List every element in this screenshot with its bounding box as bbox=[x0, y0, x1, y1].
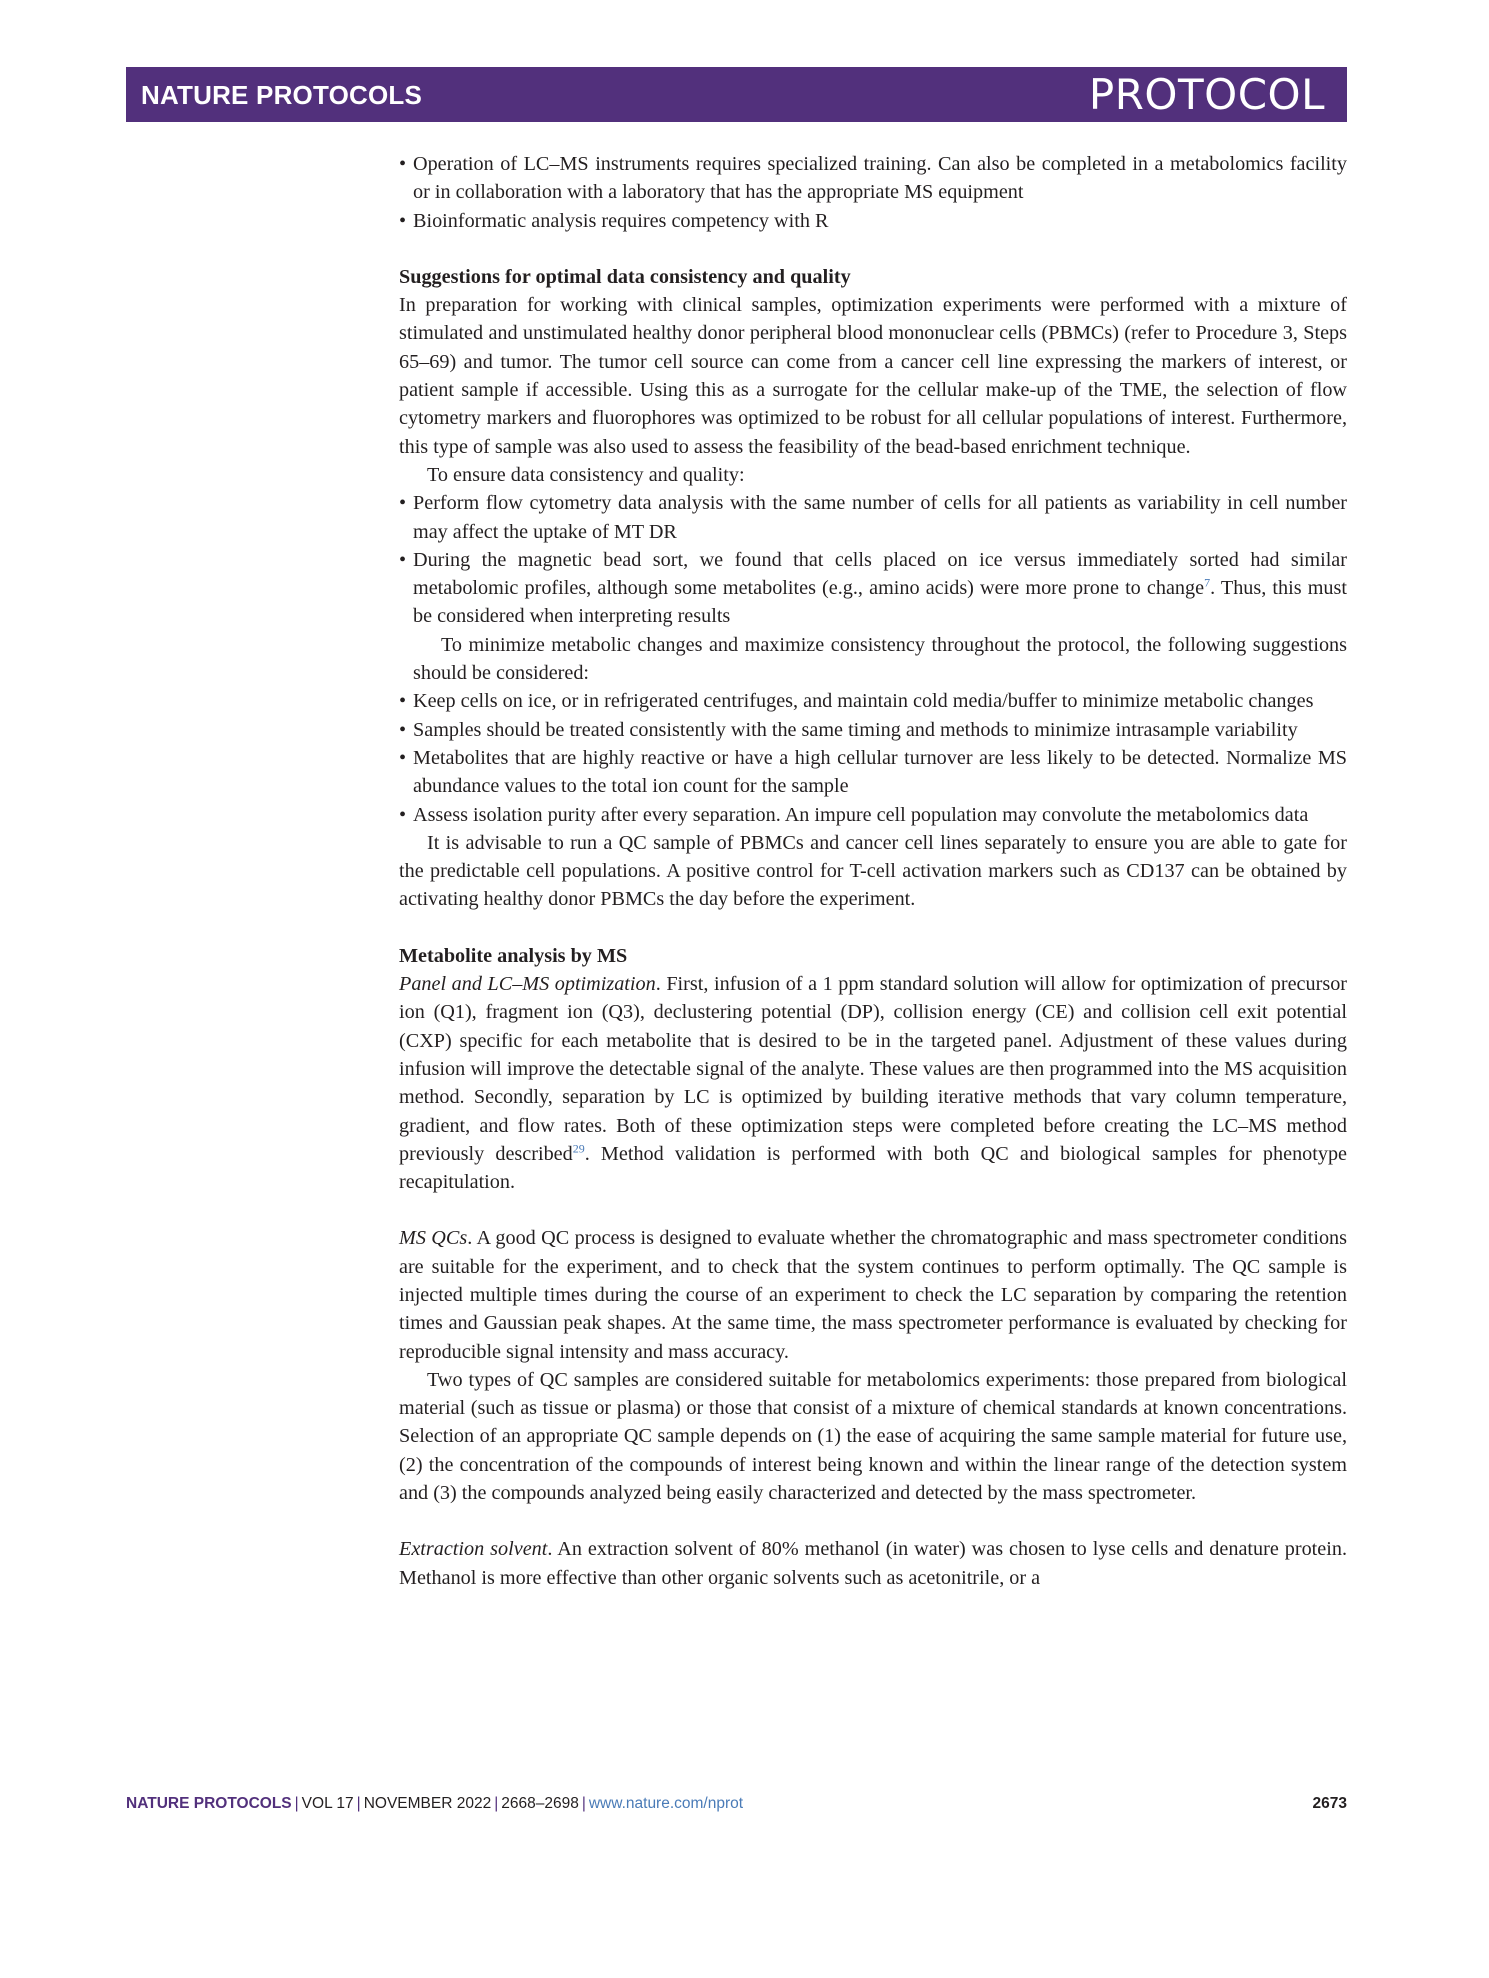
paragraph: Panel and LC–MS optimization. First, infusion of a 1 ppm standard solution will allow for optimization of precursor ion (Q1), fragment ion (Q3), declustering potential (DP), collision energy (CE) and collision cell exit potential (CXP) specific for each metabolite that is desired to be in the targeted panel. Adjustment of these values during infusion will improve the detectable signal of the analyte. These values are then programmed into the MS acquisition method. Secondly, separation by LC is optimized by building iterative methods that vary column temperature, gradient, and flow rates. Both of these optimization steps were completed before creating the LC–MS method previously described$^{29}$. Method validation is performed with both QC and biological samples for phenotype recapitulation. bbox=[399, 973, 1348, 1194]
footer-volume: VOL 17 bbox=[301, 1795, 354, 1812]
footer-pages: 2668–2698 bbox=[501, 1795, 579, 1812]
paragraph: MS QCs. A good QC process is designed to evaluate whether the chromatographic and mass spectrometer conditions are suitable for the experiment, and to check that the system continues to perform optimally. The QC sample is injected multiple times during the course of an experiment to check the LC separation by comparing the retention times and Gaussian peak shapes. At the same time, the mass spectrometer performance is evaluated by checking for reproducible signal intensity and mass accuracy. bbox=[399, 1227, 1348, 1363]
bullet-icon: • bbox=[399, 746, 407, 769]
paragraph: To minimize metabolic changes and maximize consistency throughout the protocol, the following suggestions should be considered: bbox=[413, 633, 1347, 685]
article-type: PROTOCOL bbox=[1088, 70, 1325, 119]
list-item: • Perform flow cytometry data analysis with the same number of cells for all patients as variability in cell number may affect the uptake of MT DR bbox=[399, 489, 1347, 546]
list-item: • Metabolites that are highly reactive or have a high cellular turnover are less likely to be detected. Normalize MS abundance values to the total ion count for the sample bbox=[399, 744, 1347, 801]
run-in-heading: Extraction solvent bbox=[399, 1538, 548, 1561]
list-item: • Keep cells on ice, or in refrigerated centrifuges, and maintain cold media/buffer to minimize metabolic changes bbox=[399, 687, 1347, 715]
paragraph: To ensure data consistency and quality: bbox=[427, 463, 745, 486]
run-in-heading: MS QCs bbox=[399, 1227, 468, 1250]
footer-journal: NATURE PROTOCOLS bbox=[126, 1795, 292, 1812]
bullet-icon: • bbox=[399, 492, 407, 515]
list-item: • Assess isolation purity after every separation. An impure cell population may convolute the metabolomics data bbox=[399, 801, 1347, 829]
bullet-icon: • bbox=[399, 153, 407, 175]
paragraph: Extraction solvent. An extraction solvent of 80% methanol (in water) was chosen to lyse cells and denature protein. Methanol is more effective than other organic solvents such as acetonitrile, or a bbox=[399, 1538, 1347, 1589]
reference-link[interactable]: 29 bbox=[572, 1141, 585, 1156]
bullet-icon: • bbox=[399, 718, 407, 741]
bullet-icon: • bbox=[399, 803, 407, 826]
footer-date: NOVEMBER 2022 bbox=[363, 1795, 492, 1812]
section-heading: Suggestions for optimal data consistency and quality bbox=[399, 265, 851, 288]
journal-name: NATURE PROTOCOLS bbox=[141, 80, 423, 110]
list-item: • Samples should be treated consistently with the same timing and methods to minimize intrasample variability bbox=[399, 716, 1347, 744]
paragraph: It is advisable to run a QC sample of PBMCs and cancer cell lines separately to ensure you are able to gate for the predictable cell populations. A positive control for T-cell activation markers such as CD137 can be obtained by activating healthy donor PBMCs the day before the experiment. bbox=[399, 831, 1347, 911]
list-item: • Bioinformatic analysis requires competency with R bbox=[399, 207, 1347, 235]
paragraph: In preparation for working with clinical samples, optimization experiments were performed with a mixture of stimulated and unstimulated healthy donor peripheral blood mononuclear cells (PBMCs) (refer to Procedure 3, Steps 65–69) and tumor. The tumor cell source can come from a cancer cell line expressing the markers of interest, or patient sample if accessible. Using this as a surrogate for the cellular make-up of the TME, the selection of flow cytometry markers and fluorophores was optimized to be robust for all cellular populations of interest. Furthermore, this type of sample was also used to assess the feasibility of the bead-based enrichment technique. bbox=[399, 294, 1347, 458]
reference-link[interactable]: 7 bbox=[1204, 575, 1211, 590]
run-in-heading: Panel and LC–MS optimization bbox=[399, 973, 656, 996]
journal-header-bar bbox=[126, 67, 1347, 122]
list-item: • Operation of LC–MS instruments requires specialized training. Can also be completed in a metabolomics facility or in collaboration with a laboratory that has the appropriate MS equipment bbox=[399, 150, 1347, 207]
list-item: • During the magnetic bead sort, we found that cells placed on ice versus immediately sorted had similar metabolomic profiles, although some metabolites (e.g., amino acids) were more prone to change$^7$. Thus, this must be considered when interpreting results bbox=[399, 546, 1347, 631]
bullet-icon: • bbox=[399, 690, 407, 713]
paragraph: Two types of QC samples are considered suitable for metabolomics experiments: those prepared from biological material (such as tissue or plasma) or those that consist of a mixture of chemical standards at known concentrations. Selection of an appropriate QC sample depends on (1) the ease of acquiring the same sample material for future use, (2) the concentration of the compounds of interest being known and within the linear range of the detection system and (3) the compounds analyzed being easily characterized and detected by the mass spectrometer. bbox=[399, 1368, 1347, 1505]
article-body bbox=[399, 150, 1347, 1592]
bullet-icon: • bbox=[399, 548, 407, 571]
footer-url-link[interactable]: www.nature.com/nprot bbox=[588, 1795, 744, 1812]
page-number: 2673 bbox=[1312, 1795, 1347, 1812]
page-footer: NATURE PROTOCOLS | VOL 17 | NOVEMBER 2022 | 2668–2698 | www.nature.com/nprot 2673 bbox=[126, 1795, 1347, 1812]
bullet-icon: • bbox=[399, 209, 407, 232]
section-heading: Metabolite analysis by MS bbox=[399, 944, 628, 967]
